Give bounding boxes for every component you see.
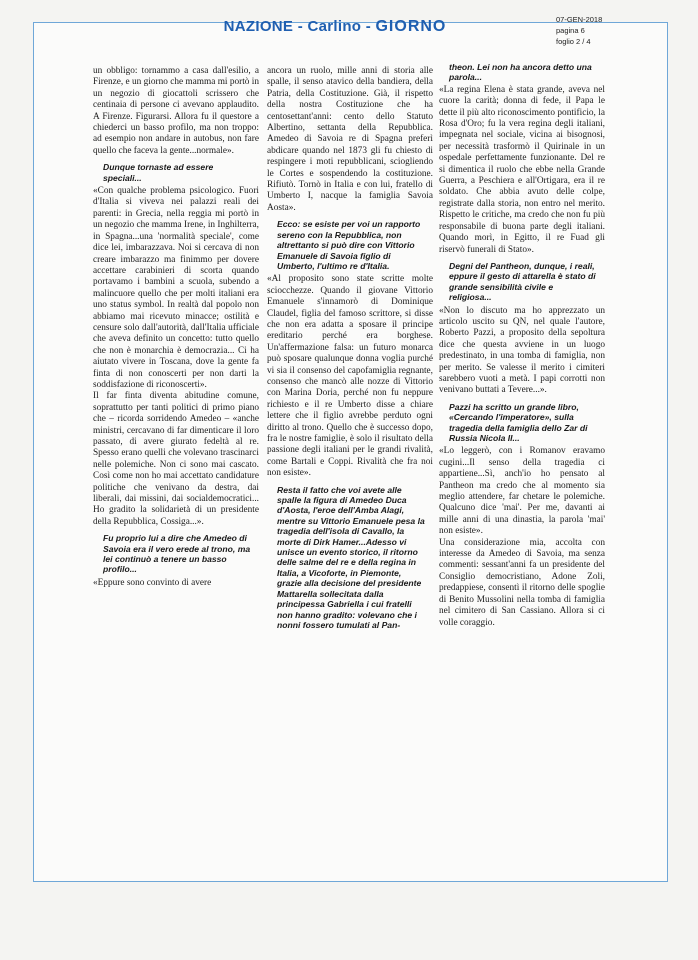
clipping-sheet: foglio 2 / 4 bbox=[556, 37, 591, 46]
article-paragraph: «La regina Elena è stata grande, aveva nel cuore la carità; donna di fede, il Papa le dette il più alto riconoscimento pontificio, la Rosa d'Oro; fu la vera regina degli italiani, impegnata nel sociale, vicina ai bisognosi, per necessità trasformò il Quirinale in un ospedale perfettamente funzionante. Del re si dimentica il ruolo che ebbe nella Grande Guerra, a Peschiera e all'Ortigara, era il re soldato. Che abbia avuto delle colpe, registrate dalla storia, non entro nel merito. Rispetto le critiche, ma credo che non fu più responsabile di buona parte degli italiani. Quando morì, in Egitto, il re Fuad gli riservò funerali di Stato». bbox=[439, 84, 605, 255]
article-paragraph: un obbligo: tornammo a casa dall'esilio, a Firenze, e un giorno che mamma mi portò in un negozio di giocattoli scrissero che centinaia di persone ci avevano applaudito. A Firenze. Figurarsi. Allora fu il questore a chiederci un basso profilo, ma non troppo: ad esempio non andare in autobus, non fare quello che faceva la gente...normale». bbox=[93, 66, 259, 156]
article-paragraph: «Al proposito sono state scritte molte sciocchezze. Quando il giovane Vittorio Emanuele s'innamorò di Dominique Claudel, figlia del famoso scrittore, si disse che non era adatta a sposare il principe ereditario perché era borghese. Un'affermazione falsa: un futuro monarca può sposare qualunque donna voglia purché vi sia il consenso del capofamiglia regnante, consenso che mancò alle nozze di Vittorio con Marina Doria, perché non fu neppure richiesto e il re Umberto disse a chiare lettere che il figlio avrebbe perduto ogni diritto al trono. Quello che è successo dopo, fra le nostre famiglie, è solo il risultato della passione degli italiani per le grandi rivalità, come Bartali e Coppi. Rivalità che fra noi non esiste». bbox=[267, 274, 433, 479]
masthead bbox=[190, 18, 480, 36]
clipping-date: 07-GEN-2018 bbox=[556, 15, 603, 24]
masthead-separator: - bbox=[297, 18, 303, 35]
article-paragraph: «Eppure sono convinto di avere bbox=[93, 577, 212, 588]
article-paragraph: «Con qualche problema psicologico. Fuori d'Italia si viveva nei palazzi reali dei parenti: in Grecia, nella reggia mi portò in un negozio che mamma Irene, in Inghilterra, in Spagna...una 'normalità speciale', come dice lei, imbarazzava. Noi si cercava di non creare imbarazzo ma finimmo per dovere accettare carabinieri di scorta quando portavamo i bambini a scuola, subendo a malincuore quello che per molti italiani era uno status symbol. In realtà dal popolo non abbiamo mai ricevuto minacce; ostilità e censure solo dall'autorità, dall'Italia ufficiale che aveva definito un concetto: tutto quello che non è monarchia è democrazia... Ci ha aiutato vivere in Toscana, dove la gente fa finta di non conoscerti per non darti la soddisfazione di riconoscerti». bbox=[93, 186, 259, 390]
interview-question: Resta il fatto che voi avete alle spalle la figura di Amedeo Duca d'Aosta, l'eroe dell'Amba Alagi, mentre su Vittorio Emanuele pesa la tragedia dell'isola di Cavallo, la morte di Dirk Hamer...Adesso vi unisce un evento storico, il ritorno delle salme del re e della regina in Italia, a Vicoforte, in Piemonte, grazie alla decisione del presidente Mattarella sollecitata dalla principessa Gabriella i cui fratelli non hanno gradito: volevano che i nonni fossero tumulati al Pan- bbox=[277, 484, 425, 630]
article-paragraph: Il far finta diventa abitudine comune, soprattutto per tanti politici di primo piano che – ricorda sorridendo Amedeo – «anche ministri, cercavano di far dimenticare il loro passato, di avere giurato fedeltà al re. Spesso erano quelli che volevano trascinarci nelle polemiche. Non ci sono mai cascato. Così come non ho mai accettato candidature politiche che venivano da destra, dai liberali, dai missini, dai socialdemocratici... Ho gradito la solidarietà di un presidente della Repubblica, Cossiga...». bbox=[93, 391, 259, 527]
article-column-2 bbox=[267, 66, 433, 756]
article-column-3 bbox=[439, 62, 605, 752]
article-paragraph: «Non lo discuto ma ho apprezzato un articolo uscito su QN, nel quale l'autore, Roberto Pazzi, a proposito della sepoltura dice che questa avviene in un luogo predestinato, in una tomba di famiglia, non per merito. Se valesse il merito i cimiteri sarebbero vuoti a metà. I papi corrotti non venivano buttati a Tevere...». bbox=[439, 305, 605, 396]
interview-question: Pazzi ha scritto un grande libro, «Cercando l'imperatore», sulla tragedia della famiglia dello Zar di Russia Nicola II... bbox=[449, 401, 588, 443]
clipping-meta bbox=[556, 14, 666, 47]
interview-question: theon. Lei non ha ancora detto una parola... bbox=[449, 62, 592, 83]
masthead-nazione: NAZIONE bbox=[223, 18, 294, 35]
clipping-page: pagina 6 bbox=[556, 26, 585, 35]
masthead-giorno: GIORNO bbox=[375, 18, 447, 35]
article-column-1 bbox=[93, 66, 259, 756]
masthead-separator: - bbox=[365, 18, 372, 35]
article-paragraph: Una considerazione mia, accolta con interesse da Amedeo di Savoia, ma senza commenti: sessant'anni fa un presidente del Consiglio democristiano, Adone Zoli, predappiese, consentì il ritorno delle spoglie di Benito Mussolini nella tomba di famiglia nel cimitero di San Cassiano. Allora si ci volle coraggio. bbox=[439, 537, 605, 628]
interview-question: Dunque tornaste ad essere speciali... bbox=[103, 162, 214, 183]
article-paragraph: «Lo leggerò, con i Romanov eravamo cugini...Il senso della tragedia ci appartiene...Sì, anch'io ho pensato al Pantheon ma credo che al momento sia meglio attendere, far chetare le polemiche. Qualcuno dice 'mai'. Per me, davanti ai mille anni di una dinastia, la parola 'mai' non esiste». bbox=[439, 446, 605, 537]
article-paragraph: ancora un ruolo, mille anni di storia alle spalle, il senso atavico della bandiera, della Patria, della Costituzione. Già, il rispetto della nostra Costituzione che ha centosettant'anni: cento dello Statuto Albertino, settanta della Repubblica. Amedeo di Savoia re di Spagna preferì abdicare quando nel 1873 gli fu chiesto di respingere i moti repubblicani, sciogliendo le Cortes e sospendendo la costituzione. Rifiutò. Tornò in Italia e con lui, fratello di Umberto I, nacque la famiglia Savoia Aosta». bbox=[267, 66, 433, 213]
interview-question: Degni del Pantheon, dunque, i reali, eppure il gesto di attarella è stato di grande sensibilità civile e religiosa... bbox=[449, 260, 596, 303]
interview-question: Fu proprio lui a dire che Amedeo di Savoia era il vero erede al trono, ma lei continuò a tenere un basso profilo... bbox=[103, 533, 251, 575]
masthead-carlino: Carlino bbox=[307, 18, 362, 35]
interview-question: Ecco: se esiste per voi un rapporto sereno con la Repubblica, non altrettanto si può dire con Vittorio Emanuele di Savoia figlio di Umberto, l'ultimo re d'Italia. bbox=[277, 219, 421, 271]
